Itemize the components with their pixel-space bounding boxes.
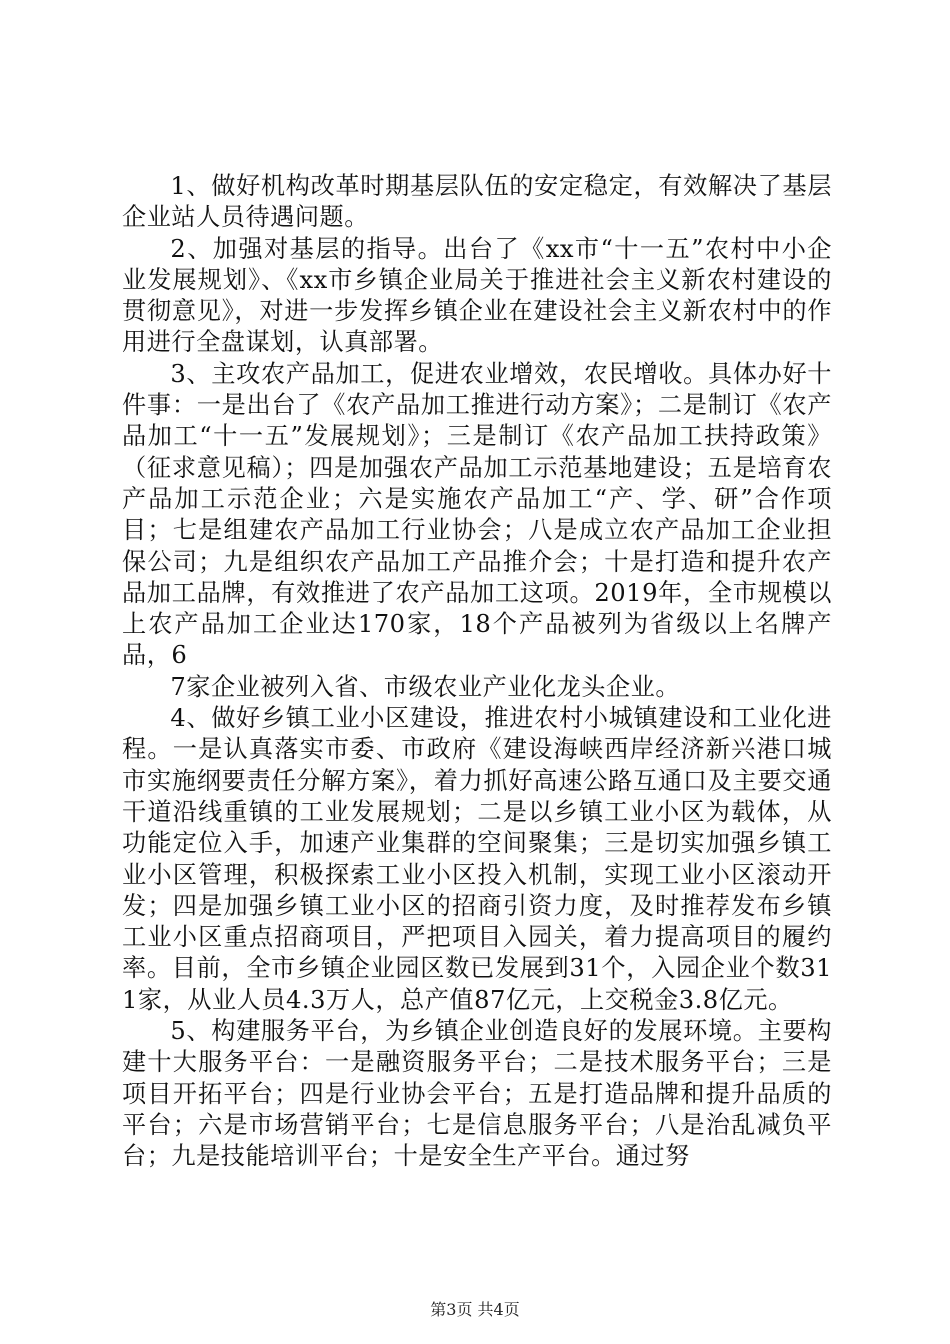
document-body [122,171,832,1173]
paragraph-1: 1、做好机构改革时期基层队伍的安定稳定，有效解决了基层企业站人员待遇问题。 [122,172,832,232]
paragraph-4: 4、做好乡镇工业小区建设，推进农村小城镇建设和工业化进程。一是认真落实市委、市政府《建设海峡西岸经济新兴港口城市实施纲要责任分解方案》，着力抓好高速公路互通口及主要交通干道沿线重镇的工业发展规划；二是以乡镇工业小区为载体，从功能定位入手，加速产业集群的空间聚集；三是切实加强乡镇工业小区管理，积极探索工业小区投入机制，实现工业小区滚动开发；四是加强乡镇工业小区的招商引资力度，及时推荐发布乡镇工业小区重点招商项目，严把项目入园关，着力提高项目的履约率。目前，全市乡镇企业园区数已发展到31个，入园企业个数311家，从业人员4.3万人，总产值87亿元，上交税金3.8亿元。 [122,704,832,1014]
page-footer: 第3页 共4页 [430,1300,520,1319]
paragraph-5: 5、构建服务平台，为乡镇企业创造良好的发展环境。主要构建十大服务平台：一是融资服务平台；二是技术服务平台；三是项目开拓平台；四是行业协会平台；五是打造品牌和提升品质的平台；六是市场营销平台；七是信息服务平台；八是治乱减负平台；九是技能培训平台；十是安全生产平台。通过努 [122,1017,832,1171]
paragraph-3-continued: 7家企业被列入省、市级农业产业化龙头企业。 [170,672,681,701]
paragraph-2: 2、加强对基层的指导。出台了《xx市“十一五”农村中小企业发展规划》、《xx市乡镇企业局关于推进社会主义新农村建设的贯彻意见》，对进一步发挥乡镇企业在建设社会主义新农村中的作用进行全盘谋划，认真部署。 [122,234,832,357]
paragraph-3: 3、主攻农产品加工，促进农业增效，农民增收。具体办好十件事：一是出台了《农产品加工推进行动方案》；二是制订《农产品加工“十一五”发展规划》；三是制订《农产品加工扶持政策》（征求意见稿）；四是加强农产品加工示范基地建设；五是培育农产品加工示范企业；六是实施农产品加工“产、学、研”合作项目；七是组建农产品加工行业协会；八是成立农产品加工企业担保公司；九是组织农产品加工产品推介会；十是打造和提升农产品加工品牌，有效推进了农产品加工这项。2019年，全市规模以上农产品加工企业达170家，18个产品被列为省级以上名牌产品，6 [122,359,832,670]
